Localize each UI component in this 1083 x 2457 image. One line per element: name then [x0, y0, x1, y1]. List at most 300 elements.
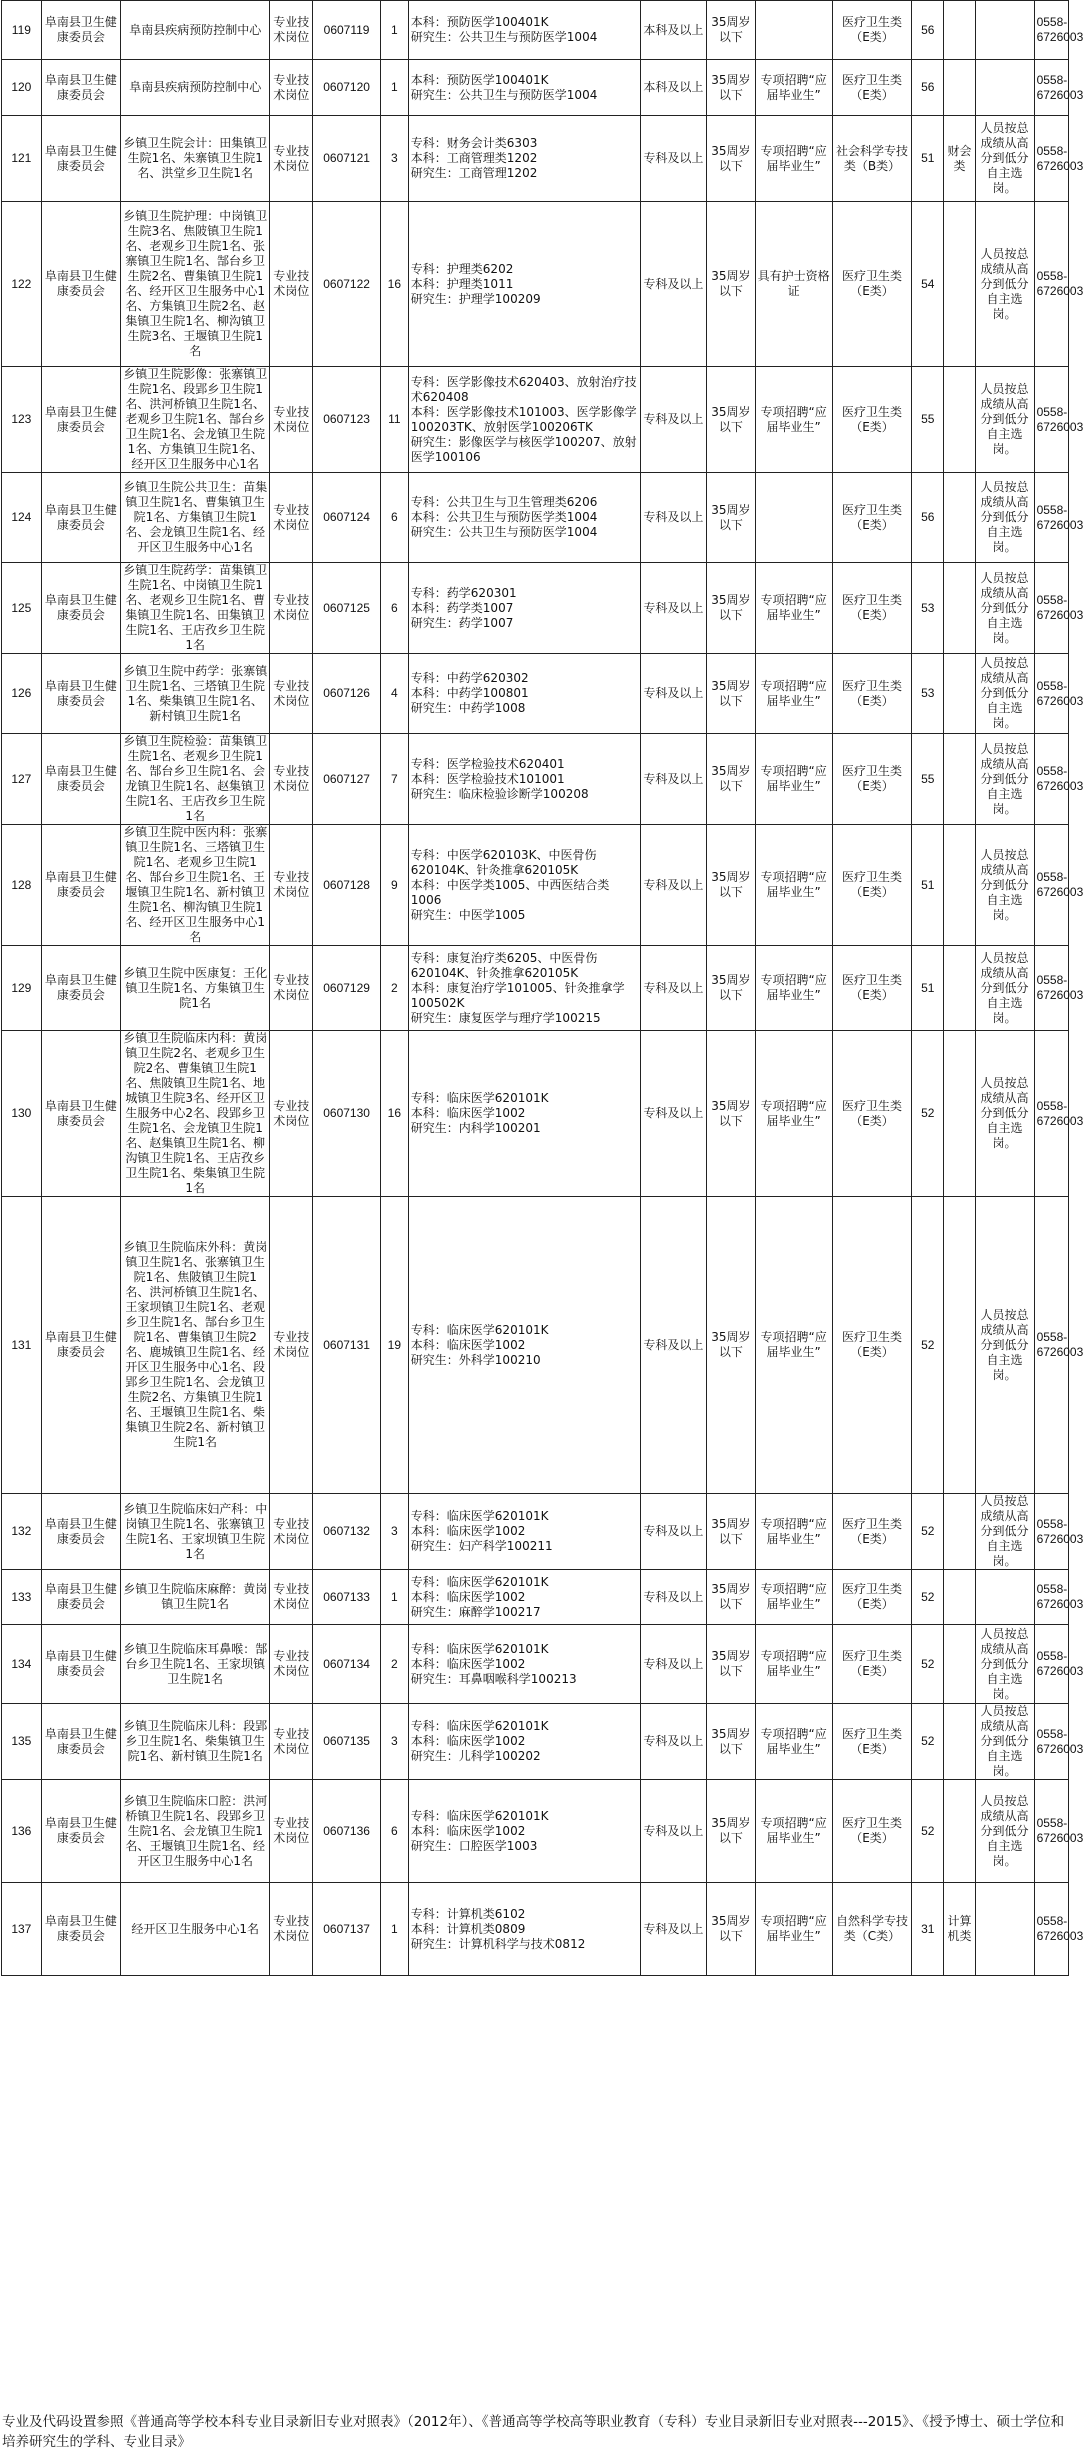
unit-name: 乡镇卫生院中药学：张寨镇卫生院1名、三塔镇卫生院1名、柴集镇卫生院1名、新村镇卫生院1名	[121, 654, 270, 734]
other-requirements: 专项招聘“应届毕业生”	[755, 1197, 832, 1494]
education-level: 专科及以上	[640, 1570, 707, 1625]
recruit-count: 3	[380, 1494, 408, 1570]
selection-note: 人员按总成绩从高分到低分自主选岗。	[975, 1197, 1034, 1494]
department-name: 阜南县卫生健康委员会	[41, 734, 120, 825]
selection-note	[975, 60, 1034, 116]
unit-name: 乡镇卫生院影像：张寨镇卫生院1名、段郢乡卫生院1名、洪河桥镇卫生院1名、老观乡卫生院1名、郜台乡卫生院1名、会龙镇卫生院1名、方集镇卫生院1名、经开区卫生服务中心1名	[121, 367, 270, 473]
recruit-count: 3	[380, 116, 408, 202]
post-type: 专业技术岗位	[270, 825, 313, 946]
ratio-value: 51	[912, 825, 944, 946]
post-code: 0607120	[313, 60, 381, 116]
row-number: 127	[2, 734, 42, 825]
unit-name: 乡镇卫生院检验：苗集镇卫生院1名、老观乡卫生院1名、郜台乡卫生院1名、会龙镇卫生院1名、赵集镇卫生院1名、王店孜乡卫生院1名	[121, 734, 270, 825]
exam-category: 医疗卫生类（E类）	[832, 1031, 911, 1197]
selection-note: 人员按总成绩从高分到低分自主选岗。	[975, 1780, 1034, 1883]
other-requirements: 专项招聘“应届毕业生”	[755, 1883, 832, 1976]
age-limit: 35周岁以下	[707, 946, 755, 1031]
education-level: 专科及以上	[640, 1031, 707, 1197]
selection-note: 人员按总成绩从高分到低分自主选岗。	[975, 654, 1034, 734]
age-limit: 35周岁以下	[707, 1031, 755, 1197]
recruit-count: 2	[380, 946, 408, 1031]
post-type: 专业技术岗位	[270, 1197, 313, 1494]
department-name: 阜南县卫生健康委员会	[41, 1780, 120, 1883]
selection-note: 人员按总成绩从高分到低分自主选岗。	[975, 1494, 1034, 1570]
recruit-count: 1	[380, 1, 408, 60]
table-row	[2, 1780, 1069, 1883]
department-name: 阜南县卫生健康委员会	[41, 1704, 120, 1780]
recruit-count: 1	[380, 1570, 408, 1625]
education-level: 专科及以上	[640, 202, 707, 367]
selection-note: 人员按总成绩从高分到低分自主选岗。	[975, 116, 1034, 202]
recruit-count: 19	[380, 1197, 408, 1494]
age-limit: 35周岁以下	[707, 60, 755, 116]
other-requirements: 专项招聘“应届毕业生”	[755, 1704, 832, 1780]
row-number: 123	[2, 367, 42, 473]
exam-category: 医疗卫生类（E类）	[832, 473, 911, 563]
unit-name: 乡镇卫生院公共卫生：苗集镇卫生院1名、曹集镇卫生院1名、方集镇卫生院1名、会龙镇卫生院1名、经开区卫生服务中心1名	[121, 473, 270, 563]
unit-name: 乡镇卫生院临床内科：黄岗镇卫生院2名、老观乡卫生院2名、曹集镇卫生院1名、焦陂镇卫生院1名、地城镇卫生院3名、经开区卫生服务中心2名、段郢乡卫生院1名、会龙镇卫生院1名、赵集镇卫生院1名、柳沟镇卫生院1名、王店孜乡卫生院1名、柴集镇卫生院1名	[121, 1031, 270, 1197]
post-type: 专业技术岗位	[270, 563, 313, 654]
unit-name: 乡镇卫生院药学：苗集镇卫生院1名、中岗镇卫生院1名、老观乡卫生院1名、曹集镇卫生院1名、田集镇卫生院1名、王店孜乡卫生院1名	[121, 563, 270, 654]
post-type: 专业技术岗位	[270, 1, 313, 60]
selection-note: 人员按总成绩从高分到低分自主选岗。	[975, 734, 1034, 825]
post-code: 0607122	[313, 202, 381, 367]
exam-category: 医疗卫生类（E类）	[832, 734, 911, 825]
row-number: 119	[2, 1, 42, 60]
post-type: 专业技术岗位	[270, 367, 313, 473]
ratio-value: 53	[912, 654, 944, 734]
major-requirements: 专科：财务会计类6303 本科：工商管理类1202 研究生：工商管理1202	[408, 116, 640, 202]
unit-name: 乡镇卫生院临床妇产科：中岗镇卫生院1名、张寨镇卫生院1名、王家坝镇卫生院1名	[121, 1494, 270, 1570]
education-level: 专科及以上	[640, 1625, 707, 1704]
post-type: 专业技术岗位	[270, 1570, 313, 1625]
major-requirements: 本科：预防医学100401K 研究生：公共卫生与预防医学1004	[408, 1, 640, 60]
department-name: 阜南县卫生健康委员会	[41, 1625, 120, 1704]
exam-category: 社会科学专技类（B类）	[832, 116, 911, 202]
major-requirements: 专科：临床医学620101K 本科：临床医学1002 研究生：妇产科学100211	[408, 1494, 640, 1570]
major-requirements: 专科：临床医学620101K 本科：临床医学1002 研究生：麻醉学100217	[408, 1570, 640, 1625]
table-row	[2, 367, 1069, 473]
specialty-category	[944, 825, 975, 946]
post-code: 0607134	[313, 1625, 381, 1704]
recruit-count: 4	[380, 654, 408, 734]
other-requirements: 专项招聘“应届毕业生”	[755, 1494, 832, 1570]
other-requirements: 专项招聘“应届毕业生”	[755, 1625, 832, 1704]
post-code: 0607135	[313, 1704, 381, 1780]
row-number: 122	[2, 202, 42, 367]
row-number: 128	[2, 825, 42, 946]
row-number: 125	[2, 563, 42, 654]
exam-category: 医疗卫生类（E类）	[832, 1494, 911, 1570]
specialty-category	[944, 60, 975, 116]
selection-note: 人员按总成绩从高分到低分自主选岗。	[975, 1704, 1034, 1780]
contact-phone: 0558-6726003	[1034, 946, 1068, 1031]
recruit-count: 1	[380, 1883, 408, 1976]
table-row	[2, 1197, 1069, 1494]
row-number: 121	[2, 116, 42, 202]
age-limit: 35周岁以下	[707, 1780, 755, 1883]
exam-category: 医疗卫生类（E类）	[832, 563, 911, 654]
table-row	[2, 202, 1069, 367]
department-name: 阜南县卫生健康委员会	[41, 563, 120, 654]
major-requirements: 专科：中药学620302 本科：中药学100801 研究生：中药学1008	[408, 654, 640, 734]
specialty-category: 计算机类	[944, 1883, 975, 1976]
department-name: 阜南县卫生健康委员会	[41, 1, 120, 60]
recruit-count: 1	[380, 60, 408, 116]
unit-name: 乡镇卫生院会计：田集镇卫生院1名、朱寨镇卫生院1名、洪堂乡卫生院1名	[121, 116, 270, 202]
ratio-value: 52	[912, 1494, 944, 1570]
contact-phone: 0558-6726003	[1034, 1883, 1068, 1976]
row-number: 124	[2, 473, 42, 563]
major-requirements: 专科：计算机类6102 本科：计算机类0809 研究生：计算机科学与技术0812	[408, 1883, 640, 1976]
post-code: 0607130	[313, 1031, 381, 1197]
selection-note: 人员按总成绩从高分到低分自主选岗。	[975, 202, 1034, 367]
department-name: 阜南县卫生健康委员会	[41, 946, 120, 1031]
row-number: 132	[2, 1494, 42, 1570]
unit-name: 乡镇卫生院护理：中岗镇卫生院3名、焦陂镇卫生院1名、老观乡卫生院1名、张寨镇卫生院1名、郜台乡卫生院2名、曹集镇卫生院1名、经开区卫生服务中心1名、方集镇卫生院2名、赵集镇卫生院1名、柳沟镇卫生院3名、王堰镇卫生院1名	[121, 202, 270, 367]
row-number: 120	[2, 60, 42, 116]
education-level: 专科及以上	[640, 1704, 707, 1780]
post-type: 专业技术岗位	[270, 654, 313, 734]
other-requirements: 专项招聘“应届毕业生”	[755, 367, 832, 473]
age-limit: 35周岁以下	[707, 1, 755, 60]
major-requirements: 专科：临床医学620101K 本科：临床医学1002 研究生：耳鼻咽喉科学100213	[408, 1625, 640, 1704]
post-type: 专业技术岗位	[270, 1625, 313, 1704]
unit-name: 阜南县疾病预防控制中心	[121, 60, 270, 116]
unit-name: 经开区卫生服务中心1名	[121, 1883, 270, 1976]
recruit-count: 9	[380, 825, 408, 946]
row-number: 130	[2, 1031, 42, 1197]
row-number: 133	[2, 1570, 42, 1625]
post-type: 专业技术岗位	[270, 734, 313, 825]
exam-category: 医疗卫生类（E类）	[832, 1570, 911, 1625]
ratio-value: 52	[912, 1570, 944, 1625]
post-type: 专业技术岗位	[270, 946, 313, 1031]
post-code: 0607131	[313, 1197, 381, 1494]
row-number: 129	[2, 946, 42, 1031]
ratio-value: 55	[912, 367, 944, 473]
table-row	[2, 1883, 1069, 1976]
contact-phone: 0558-6726003	[1034, 116, 1068, 202]
other-requirements: 专项招聘“应届毕业生”	[755, 654, 832, 734]
exam-category: 医疗卫生类（E类）	[832, 1704, 911, 1780]
major-requirements: 专科：医学影像技术620403、放射治疗技术620408 本科：医学影像技术101003、医学影像学100203TK、放射医学100206TK 研究生：影像医学与核医学100207、放射医学100106	[408, 367, 640, 473]
post-code: 0607125	[313, 563, 381, 654]
unit-name: 乡镇卫生院临床麻醉：黄岗镇卫生院1名	[121, 1570, 270, 1625]
major-requirements: 本科：预防医学100401K 研究生：公共卫生与预防医学1004	[408, 60, 640, 116]
other-requirements	[755, 473, 832, 563]
age-limit: 35周岁以下	[707, 654, 755, 734]
ratio-value: 52	[912, 1625, 944, 1704]
post-code: 0607126	[313, 654, 381, 734]
exam-category: 医疗卫生类（E类）	[832, 825, 911, 946]
major-requirements: 专科：药学620301 本科：药学类1007 研究生：药学1007	[408, 563, 640, 654]
department-name: 阜南县卫生健康委员会	[41, 654, 120, 734]
post-code: 0607137	[313, 1883, 381, 1976]
exam-category: 医疗卫生类（E类）	[832, 1, 911, 60]
specialty-category	[944, 1625, 975, 1704]
ratio-value: 52	[912, 1197, 944, 1494]
department-name: 阜南县卫生健康委员会	[41, 473, 120, 563]
row-number: 131	[2, 1197, 42, 1494]
footer-note: 专业及代码设置参照《普通高等学校本科专业目录新旧专业对照表》（2012年）、《普通高等学校高等职业教育（专科）专业目录新旧专业对照表---2015》、《授予博士、硕士学位和培养研究生的学科、专业目录》	[2, 2414, 1065, 2450]
post-type: 专业技术岗位	[270, 473, 313, 563]
specialty-category	[944, 1704, 975, 1780]
post-code: 0607129	[313, 946, 381, 1031]
recruit-count: 6	[380, 563, 408, 654]
major-requirements: 专科：临床医学620101K 本科：临床医学1002 研究生：内科学100201	[408, 1031, 640, 1197]
age-limit: 35周岁以下	[707, 367, 755, 473]
exam-category: 医疗卫生类（E类）	[832, 654, 911, 734]
department-name: 阜南县卫生健康委员会	[41, 1883, 120, 1976]
age-limit: 35周岁以下	[707, 734, 755, 825]
contact-phone: 0558-6726003	[1034, 367, 1068, 473]
contact-phone: 0558-6726003	[1034, 563, 1068, 654]
table-row	[2, 1, 1069, 60]
unit-name: 乡镇卫生院临床口腔：洪河桥镇卫生院1名、段郢乡卫生院1名、会龙镇卫生院1名、王堰镇卫生院1名、经开区卫生服务中心1名	[121, 1780, 270, 1883]
specialty-category: 财会类	[944, 116, 975, 202]
ratio-value: 56	[912, 473, 944, 563]
specialty-category	[944, 1780, 975, 1883]
unit-name: 阜南县疾病预防控制中心	[121, 1, 270, 60]
other-requirements: 专项招聘“应届毕业生”	[755, 563, 832, 654]
education-level: 专科及以上	[640, 1197, 707, 1494]
post-code: 0607127	[313, 734, 381, 825]
specialty-category	[944, 946, 975, 1031]
other-requirements: 专项招聘“应届毕业生”	[755, 825, 832, 946]
table-row	[2, 1031, 1069, 1197]
exam-category: 自然科学专技类（C类）	[832, 1883, 911, 1976]
contact-phone: 0558-6726003	[1034, 473, 1068, 563]
table-row	[2, 60, 1069, 116]
recruit-count: 2	[380, 1625, 408, 1704]
other-requirements: 专项招聘“应届毕业生”	[755, 1780, 832, 1883]
contact-phone: 0558-6726003	[1034, 1031, 1068, 1197]
education-level: 专科及以上	[640, 473, 707, 563]
specialty-category	[944, 1570, 975, 1625]
unit-name: 乡镇卫生院中医内科：张寨镇卫生院1名、三塔镇卫生院1名、老观乡卫生院1名、郜台乡卫生院1名、王堰镇卫生院1名、新村镇卫生院1名、柳沟镇卫生院1名、经开区卫生服务中心1名	[121, 825, 270, 946]
other-requirements	[755, 1, 832, 60]
age-limit: 35周岁以下	[707, 825, 755, 946]
exam-category: 医疗卫生类（E类）	[832, 1625, 911, 1704]
ratio-value: 53	[912, 563, 944, 654]
row-number: 126	[2, 654, 42, 734]
exam-category: 医疗卫生类（E类）	[832, 1780, 911, 1883]
major-requirements: 专科：临床医学620101K 本科：临床医学1002 研究生：儿科学100202	[408, 1704, 640, 1780]
exam-category: 医疗卫生类（E类）	[832, 1197, 911, 1494]
ratio-value: 56	[912, 1, 944, 60]
age-limit: 35周岁以下	[707, 1625, 755, 1704]
other-requirements: 专项招聘“应届毕业生”	[755, 116, 832, 202]
specialty-category	[944, 563, 975, 654]
post-code: 0607136	[313, 1780, 381, 1883]
post-code: 0607124	[313, 473, 381, 563]
contact-phone: 0558-6726003	[1034, 654, 1068, 734]
age-limit: 35周岁以下	[707, 1197, 755, 1494]
contact-phone: 0558-6726003	[1034, 202, 1068, 367]
age-limit: 35周岁以下	[707, 1570, 755, 1625]
contact-phone: 0558-6726003	[1034, 1494, 1068, 1570]
major-requirements: 专科：康复治疗类6205、中医骨伤620104K、针灸推拿620105K 本科：康复治疗学101005、针灸推拿学100502K 研究生：康复医学与理疗学100215	[408, 946, 640, 1031]
education-level: 专科及以上	[640, 563, 707, 654]
ratio-value: 52	[912, 1780, 944, 1883]
table-row	[2, 825, 1069, 946]
major-requirements: 专科：中医学620103K、中医骨伤620104K、针灸推拿620105K 本科：中医学类1005、中西医结合类1006 研究生：中医学1005	[408, 825, 640, 946]
contact-phone: 0558-6726003	[1034, 1625, 1068, 1704]
specialty-category	[944, 1494, 975, 1570]
age-limit: 35周岁以下	[707, 563, 755, 654]
contact-phone: 0558-6726003	[1034, 1570, 1068, 1625]
other-requirements: 专项招聘“应届毕业生”	[755, 734, 832, 825]
table-row	[2, 654, 1069, 734]
department-name: 阜南县卫生健康委员会	[41, 116, 120, 202]
selection-note	[975, 1570, 1034, 1625]
age-limit: 35周岁以下	[707, 1494, 755, 1570]
contact-phone: 0558-6726003	[1034, 1780, 1068, 1883]
post-type: 专业技术岗位	[270, 1780, 313, 1883]
specialty-category	[944, 1197, 975, 1494]
post-code: 0607121	[313, 116, 381, 202]
table-row	[2, 1570, 1069, 1625]
table-row	[2, 946, 1069, 1031]
education-level: 专科及以上	[640, 1883, 707, 1976]
other-requirements: 专项招聘“应届毕业生”	[755, 1031, 832, 1197]
table-row	[2, 1494, 1069, 1570]
other-requirements: 具有护士资格证	[755, 202, 832, 367]
selection-note: 人员按总成绩从高分到低分自主选岗。	[975, 946, 1034, 1031]
other-requirements: 专项招聘“应届毕业生”	[755, 60, 832, 116]
selection-note: 人员按总成绩从高分到低分自主选岗。	[975, 563, 1034, 654]
table-row	[2, 734, 1069, 825]
contact-phone: 0558-6726003	[1034, 825, 1068, 946]
major-requirements: 专科：临床医学620101K 本科：临床医学1002 研究生：外科学100210	[408, 1197, 640, 1494]
post-code: 0607119	[313, 1, 381, 60]
recruit-count: 7	[380, 734, 408, 825]
selection-note: 人员按总成绩从高分到低分自主选岗。	[975, 825, 1034, 946]
contact-phone: 0558-6726003	[1034, 734, 1068, 825]
ratio-value: 52	[912, 1704, 944, 1780]
specialty-category	[944, 1, 975, 60]
other-requirements: 专项招聘“应届毕业生”	[755, 946, 832, 1031]
major-requirements: 专科：临床医学620101K 本科：临床医学1002 研究生：口腔医学1003	[408, 1780, 640, 1883]
recruit-count: 11	[380, 367, 408, 473]
department-name: 阜南县卫生健康委员会	[41, 60, 120, 116]
table-row	[2, 1625, 1069, 1704]
contact-phone: 0558-6726003	[1034, 1197, 1068, 1494]
education-level: 本科及以上	[640, 1, 707, 60]
department-name: 阜南县卫生健康委员会	[41, 1197, 120, 1494]
unit-name: 乡镇卫生院中医康复：王化镇卫生院1名、方集镇卫生院1名	[121, 946, 270, 1031]
major-requirements: 专科：护理类6202 本科：护理类1011 研究生：护理学100209	[408, 202, 640, 367]
contact-phone: 0558-6726003	[1034, 1704, 1068, 1780]
table-row	[2, 563, 1069, 654]
major-requirements: 专科：公共卫生与卫生管理类6206 本科：公共卫生与预防医学类1004 研究生：公共卫生与预防医学1004	[408, 473, 640, 563]
post-type: 专业技术岗位	[270, 116, 313, 202]
exam-category: 医疗卫生类（E类）	[832, 60, 911, 116]
table-row	[2, 116, 1069, 202]
row-number: 136	[2, 1780, 42, 1883]
specialty-category	[944, 473, 975, 563]
education-level: 专科及以上	[640, 825, 707, 946]
age-limit: 35周岁以下	[707, 202, 755, 367]
table-row	[2, 1704, 1069, 1780]
post-type: 专业技术岗位	[270, 60, 313, 116]
post-code: 0607128	[313, 825, 381, 946]
specialty-category	[944, 734, 975, 825]
age-limit: 35周岁以下	[707, 116, 755, 202]
specialty-category	[944, 367, 975, 473]
recruit-count: 6	[380, 473, 408, 563]
department-name: 阜南县卫生健康委员会	[41, 202, 120, 367]
post-code: 0607132	[313, 1494, 381, 1570]
age-limit: 35周岁以下	[707, 1704, 755, 1780]
unit-name: 乡镇卫生院临床外科：黄岗镇卫生院1名、张寨镇卫生院1名、焦陂镇卫生院1名、洪河桥镇卫生院1名、王家坝镇卫生院1名、老观乡卫生院1名、郜台乡卫生院1名、曹集镇卫生院2名、鹿城镇卫生院1名、经开区卫生服务中心1名、段郢乡卫生院1名、会龙镇卫生院2名、方集镇卫生院1名、王堰镇卫生院1名、柴集镇卫生院2名、新村镇卫生院1名	[121, 1197, 270, 1494]
education-level: 专科及以上	[640, 367, 707, 473]
age-limit: 35周岁以下	[707, 473, 755, 563]
department-name: 阜南县卫生健康委员会	[41, 1031, 120, 1197]
ratio-value: 56	[912, 60, 944, 116]
post-code: 0607133	[313, 1570, 381, 1625]
education-level: 专科及以上	[640, 1780, 707, 1883]
ratio-value: 51	[912, 116, 944, 202]
contact-phone: 0558-6726003	[1034, 60, 1068, 116]
education-level: 专科及以上	[640, 734, 707, 825]
department-name: 阜南县卫生健康委员会	[41, 367, 120, 473]
specialty-category	[944, 202, 975, 367]
specialty-category	[944, 1031, 975, 1197]
other-requirements: 专项招聘“应届毕业生”	[755, 1570, 832, 1625]
unit-name: 乡镇卫生院临床耳鼻喉：郜台乡卫生院1名、王家坝镇卫生院1名	[121, 1625, 270, 1704]
post-type: 专业技术岗位	[270, 1883, 313, 1976]
selection-note: 人员按总成绩从高分到低分自主选岗。	[975, 1031, 1034, 1197]
recruit-count: 6	[380, 1780, 408, 1883]
exam-category: 医疗卫生类（E类）	[832, 367, 911, 473]
ratio-value: 51	[912, 946, 944, 1031]
age-limit: 35周岁以下	[707, 1883, 755, 1976]
recruit-count: 16	[380, 202, 408, 367]
exam-category: 医疗卫生类（E类）	[832, 946, 911, 1031]
post-type: 专业技术岗位	[270, 1704, 313, 1780]
post-type: 专业技术岗位	[270, 202, 313, 367]
education-level: 本科及以上	[640, 60, 707, 116]
row-number: 135	[2, 1704, 42, 1780]
exam-category: 医疗卫生类（E类）	[832, 202, 911, 367]
selection-note: 人员按总成绩从高分到低分自主选岗。	[975, 367, 1034, 473]
specialty-category	[944, 654, 975, 734]
selection-note: 人员按总成绩从高分到低分自主选岗。	[975, 1625, 1034, 1704]
ratio-value: 55	[912, 734, 944, 825]
ratio-value: 54	[912, 202, 944, 367]
recruit-count: 16	[380, 1031, 408, 1197]
department-name: 阜南县卫生健康委员会	[41, 1494, 120, 1570]
recruit-count: 3	[380, 1704, 408, 1780]
post-code: 0607123	[313, 367, 381, 473]
selection-note: 人员按总成绩从高分到低分自主选岗。	[975, 473, 1034, 563]
ratio-value: 52	[912, 1031, 944, 1197]
education-level: 专科及以上	[640, 946, 707, 1031]
recruitment-table	[1, 0, 1083, 1976]
unit-name: 乡镇卫生院临床儿科：段郢乡卫生院1名、柴集镇卫生院1名、新村镇卫生院1名	[121, 1704, 270, 1780]
contact-phone: 0558-6726003	[1034, 1, 1068, 60]
row-number: 134	[2, 1625, 42, 1704]
selection-note	[975, 1883, 1034, 1976]
education-level: 专科及以上	[640, 1494, 707, 1570]
education-level: 专科及以上	[640, 116, 707, 202]
table-row	[2, 473, 1069, 563]
selection-note	[975, 1, 1034, 60]
ratio-value: 31	[912, 1883, 944, 1976]
row-number: 137	[2, 1883, 42, 1976]
